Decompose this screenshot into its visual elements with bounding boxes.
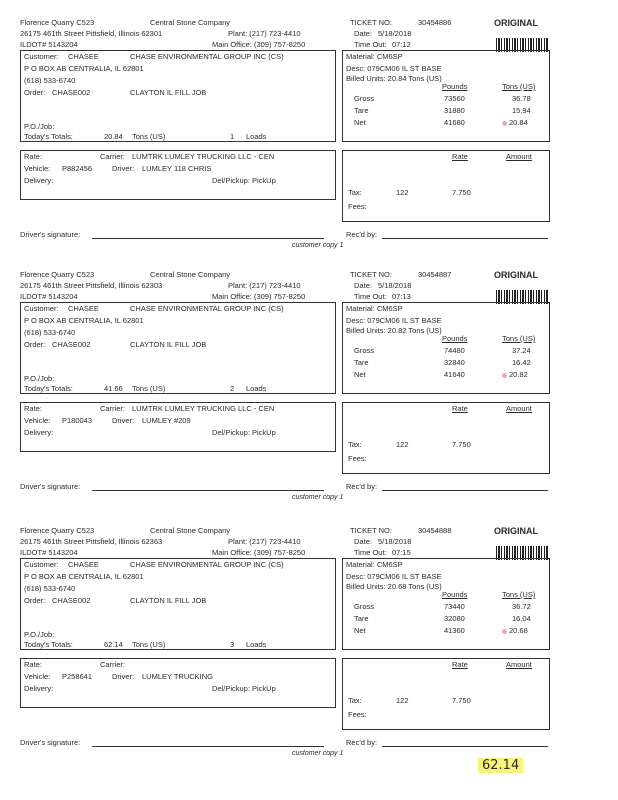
customer-name: CHASE ENVIRONMENTAL GROUP INC (CS) bbox=[130, 560, 284, 569]
rate-column-header: Rate bbox=[452, 404, 468, 413]
job-name: CLAYTON IL FILL JOB bbox=[130, 340, 207, 349]
delivery-label: Delivery: bbox=[24, 684, 54, 693]
ink-mark-icon bbox=[502, 121, 507, 126]
copy-label: customer copy 1 bbox=[292, 750, 344, 757]
tare-pounds: 32840 bbox=[444, 358, 465, 367]
quarry-name: Florence Quarry C523 bbox=[20, 270, 95, 279]
ildot-number: ILDOT# 5143204 bbox=[20, 548, 78, 557]
address: 26175 461th Street Pittsfield, Illinois 62363 bbox=[20, 537, 163, 546]
customer-name: CHASE ENVIRONMENTAL GROUP INC (CS) bbox=[130, 52, 284, 61]
tare-pounds: 32080 bbox=[444, 614, 465, 623]
customer-code: CHASEE bbox=[68, 304, 99, 313]
net-tons bbox=[502, 626, 528, 635]
rate-label: Rate: bbox=[24, 404, 42, 413]
gross-label: Gross bbox=[354, 346, 375, 355]
tare-label: Tare bbox=[354, 106, 369, 115]
todays-tons: 62.14 bbox=[104, 640, 123, 649]
tare-tons: 16.42 bbox=[512, 358, 531, 367]
ticket-number: 30454886 bbox=[418, 18, 452, 27]
date-value: 5/18/2018 bbox=[378, 537, 412, 546]
po-job-label: P.O./Job: bbox=[24, 122, 55, 131]
tax-label: Tax: bbox=[348, 188, 362, 197]
quarry-name: Florence Quarry C523 bbox=[20, 526, 95, 535]
rate-label: Rate: bbox=[24, 152, 42, 161]
tons-header: Tons (US) bbox=[502, 334, 536, 343]
delivery-label: Delivery: bbox=[24, 428, 54, 437]
order-value: CHASE002 bbox=[52, 596, 91, 605]
address: 26175 461th Street Pittsfield, Illinois 62303 bbox=[20, 281, 163, 290]
todays-tons-unit: Tons (US) bbox=[132, 640, 166, 649]
carrier-box bbox=[20, 658, 336, 708]
net-label: Net bbox=[354, 370, 366, 379]
original-label: ORIGINAL bbox=[494, 526, 538, 536]
plant-phone: Plant: (217) 723-4410 bbox=[228, 537, 301, 546]
plant-phone: Plant: (217) 723-4410 bbox=[228, 281, 301, 290]
original-label: ORIGINAL bbox=[494, 18, 538, 28]
vehicle-label: Vehicle: bbox=[24, 416, 51, 425]
gross-pounds: 73440 bbox=[444, 602, 465, 611]
customer-po-box: P O BOX AB CENTRALIA, IL 62801 bbox=[24, 572, 144, 581]
customer-phone: (618) 533-6740 bbox=[24, 584, 76, 593]
todays-tons: 20.84 bbox=[104, 132, 123, 141]
drivers-signature-line bbox=[92, 490, 324, 491]
customer-code: CHASEE bbox=[68, 560, 99, 569]
carrier-value: LUMTRK LUMLEY TRUCKING LLC - CEN bbox=[132, 152, 275, 161]
company-name: Central Stone Company bbox=[150, 270, 231, 279]
gross-tons: 36.78 bbox=[512, 94, 531, 103]
drivers-signature-label: Driver's signature: bbox=[20, 230, 81, 239]
fees-label: Fees: bbox=[348, 454, 367, 463]
loads-count: 3 bbox=[230, 640, 235, 649]
address: 26175 461th Street Pittsfield, Illinois 62301 bbox=[20, 29, 163, 38]
main-office-phone: Main Office: (309) 757-8250 bbox=[212, 40, 306, 49]
ticket-no-label: TICKET NO: bbox=[350, 270, 392, 279]
original-label: ORIGINAL bbox=[494, 270, 538, 280]
tare-tons: 15.94 bbox=[512, 106, 531, 115]
job-name: CLAYTON IL FILL JOB bbox=[130, 596, 207, 605]
net-pounds: 41640 bbox=[444, 370, 465, 379]
rate-label: Rate: bbox=[24, 660, 42, 669]
customer-name: CHASE ENVIRONMENTAL GROUP INC (CS) bbox=[130, 304, 284, 313]
ticket bbox=[20, 524, 550, 757]
company-name: Central Stone Company bbox=[150, 18, 231, 27]
customer-label: Customer: bbox=[24, 304, 59, 313]
net-label: Net bbox=[354, 626, 366, 635]
gross-label: Gross bbox=[354, 94, 375, 103]
material-code: Material: CM6SP bbox=[346, 52, 403, 61]
tare-label: Tare bbox=[354, 358, 369, 367]
customer-phone: (618) 533-6740 bbox=[24, 328, 76, 337]
received-by-line bbox=[382, 746, 548, 747]
customer-phone: (618) 533-6740 bbox=[24, 76, 76, 85]
gross-pounds: 74480 bbox=[444, 346, 465, 355]
delivery-label: Delivery: bbox=[24, 176, 54, 185]
time-out-label: Time Out: bbox=[354, 548, 387, 557]
main-office-phone: Main Office: (309) 757-8250 bbox=[212, 292, 306, 301]
copy-label: customer copy 1 bbox=[292, 242, 344, 249]
order-value: CHASE002 bbox=[52, 340, 91, 349]
gross-tons: 36.72 bbox=[512, 602, 531, 611]
order-value: CHASE002 bbox=[52, 88, 91, 97]
rate-column-header: Rate bbox=[452, 152, 468, 161]
vehicle-label: Vehicle: bbox=[24, 672, 51, 681]
customer-po-box: P O BOX AB CENTRALIA, IL 62801 bbox=[24, 316, 144, 325]
material-desc: Desc: 079CM06 IL ST BASE bbox=[346, 572, 442, 581]
loads-label: Loads bbox=[246, 132, 267, 141]
net-tons bbox=[502, 370, 528, 379]
received-by-label: Rec'd by: bbox=[346, 230, 378, 239]
ildot-number: ILDOT# 5143204 bbox=[20, 40, 78, 49]
driver-value: LUMLEY TRUCKING bbox=[142, 672, 213, 681]
net-tons-value: 20.82 bbox=[509, 370, 528, 379]
carrier-label: Carrier: bbox=[100, 660, 126, 669]
net-pounds: 41680 bbox=[444, 118, 465, 127]
loads-count: 2 bbox=[230, 384, 235, 393]
date-value: 5/18/2018 bbox=[378, 281, 412, 290]
order-label: Order: bbox=[24, 88, 46, 97]
net-tons-value: 20.68 bbox=[509, 626, 528, 635]
tare-pounds: 31880 bbox=[444, 106, 465, 115]
amount-column-header: Amount bbox=[506, 660, 532, 669]
todays-tons: 41.66 bbox=[104, 384, 123, 393]
vehicle-value: P258641 bbox=[62, 672, 93, 681]
driver-value: LUMLEY 118 CHRIS bbox=[142, 164, 212, 173]
material-code: Material: CM6SP bbox=[346, 304, 403, 313]
time-out-label: Time Out: bbox=[354, 40, 387, 49]
drivers-signature-line bbox=[92, 238, 324, 239]
drivers-signature-label: Driver's signature: bbox=[20, 482, 81, 491]
tax-label: Tax: bbox=[348, 440, 362, 449]
gross-tons: 37.24 bbox=[512, 346, 531, 355]
amount-column-header: Amount bbox=[506, 404, 532, 413]
fees-label: Fees: bbox=[348, 202, 367, 211]
quarry-name: Florence Quarry C523 bbox=[20, 18, 95, 27]
ticket-no-label: TICKET NO: bbox=[350, 18, 392, 27]
customer-label: Customer: bbox=[24, 560, 59, 569]
tax-label: Tax: bbox=[348, 696, 362, 705]
billed-units: Billed Units: 20.68 Tons (US) bbox=[346, 582, 442, 591]
todays-tons-unit: Tons (US) bbox=[132, 132, 166, 141]
customer-label: Customer: bbox=[24, 52, 59, 61]
pounds-header: Pounds bbox=[442, 590, 468, 599]
tax-rate: 7.750 bbox=[452, 188, 471, 197]
del-pickup: Del/Pickup: PickUp bbox=[212, 176, 276, 185]
copy-label: customer copy 1 bbox=[292, 494, 344, 501]
driver-label: Driver: bbox=[112, 416, 135, 425]
ticket-number: 30454888 bbox=[418, 526, 452, 535]
ticket bbox=[20, 16, 550, 249]
tare-tons: 16.04 bbox=[512, 614, 531, 623]
drivers-signature-line bbox=[92, 746, 324, 747]
order-label: Order: bbox=[24, 596, 46, 605]
todays-totals-label: Today's Totals: bbox=[24, 640, 73, 649]
material-desc: Desc: 079CM06 IL ST BASE bbox=[346, 64, 442, 73]
time-out-value: 07:13 bbox=[392, 292, 411, 301]
vehicle-value: P882456 bbox=[62, 164, 93, 173]
billed-units: Billed Units: 20.82 Tons (US) bbox=[346, 326, 442, 335]
tons-header: Tons (US) bbox=[502, 82, 536, 91]
ink-mark-icon bbox=[502, 373, 507, 378]
driver-label: Driver: bbox=[112, 164, 135, 173]
carrier-label: Carrier: bbox=[100, 152, 126, 161]
carrier-value: LUMTRK LUMLEY TRUCKING LLC - CEN bbox=[132, 404, 275, 413]
net-tons-value: 20.84 bbox=[509, 118, 528, 127]
po-job-label: P.O./Job: bbox=[24, 630, 55, 639]
ink-mark-icon bbox=[502, 629, 507, 634]
net-label: Net bbox=[354, 118, 366, 127]
billed-units: Billed Units: 20.84 Tons (US) bbox=[346, 74, 442, 83]
carrier-label: Carrier: bbox=[100, 404, 126, 413]
tax-code: 122 bbox=[396, 440, 409, 449]
loads-label: Loads bbox=[246, 640, 267, 649]
rate-column-header: Rate bbox=[452, 660, 468, 669]
company-name: Central Stone Company bbox=[150, 526, 231, 535]
ticket bbox=[20, 268, 550, 501]
driver-label: Driver: bbox=[112, 672, 135, 681]
date-label: Date: bbox=[354, 537, 372, 546]
main-office-phone: Main Office: (309) 757-8250 bbox=[212, 548, 306, 557]
todays-totals-label: Today's Totals: bbox=[24, 384, 73, 393]
plant-phone: Plant: (217) 723-4410 bbox=[228, 29, 301, 38]
order-label: Order: bbox=[24, 340, 46, 349]
tax-code: 122 bbox=[396, 696, 409, 705]
tax-rate: 7.750 bbox=[452, 696, 471, 705]
date-value: 5/18/2018 bbox=[378, 29, 412, 38]
tax-code: 122 bbox=[396, 188, 409, 197]
vehicle-value: P180043 bbox=[62, 416, 93, 425]
vehicle-label: Vehicle: bbox=[24, 164, 51, 173]
fees-label: Fees: bbox=[348, 710, 367, 719]
driver-value: LUMLEY #209 bbox=[142, 416, 191, 425]
ticket-number: 30454887 bbox=[418, 270, 452, 279]
pounds-header: Pounds bbox=[442, 82, 468, 91]
loads-count: 1 bbox=[230, 132, 235, 141]
po-job-label: P.O./Job: bbox=[24, 374, 55, 383]
handwritten-note: 62.14 bbox=[478, 758, 523, 773]
del-pickup: Del/Pickup: PickUp bbox=[212, 428, 276, 437]
tons-header: Tons (US) bbox=[502, 590, 536, 599]
tare-label: Tare bbox=[354, 614, 369, 623]
ildot-number: ILDOT# 5143204 bbox=[20, 292, 78, 301]
date-label: Date: bbox=[354, 29, 372, 38]
material-desc: Desc: 079CM06 IL ST BASE bbox=[346, 316, 442, 325]
pounds-header: Pounds bbox=[442, 334, 468, 343]
job-name: CLAYTON IL FILL JOB bbox=[130, 88, 207, 97]
ticket-no-label: TICKET NO: bbox=[350, 526, 392, 535]
received-by-label: Rec'd by: bbox=[346, 738, 378, 747]
material-code: Material: CM6SP bbox=[346, 560, 403, 569]
time-out-value: 07:12 bbox=[392, 40, 411, 49]
tax-rate: 7.750 bbox=[452, 440, 471, 449]
received-by-label: Rec'd by: bbox=[346, 482, 378, 491]
amount-column-header: Amount bbox=[506, 152, 532, 161]
customer-po-box: P O BOX AB CENTRALIA, IL 62801 bbox=[24, 64, 144, 73]
customer-code: CHASEE bbox=[68, 52, 99, 61]
net-tons bbox=[502, 118, 528, 127]
time-out-value: 07:15 bbox=[392, 548, 411, 557]
time-out-label: Time Out: bbox=[354, 292, 387, 301]
date-label: Date: bbox=[354, 281, 372, 290]
todays-totals-label: Today's Totals: bbox=[24, 132, 73, 141]
gross-pounds: 73560 bbox=[444, 94, 465, 103]
received-by-line bbox=[382, 490, 548, 491]
loads-label: Loads bbox=[246, 384, 267, 393]
gross-label: Gross bbox=[354, 602, 375, 611]
del-pickup: Del/Pickup: PickUp bbox=[212, 684, 276, 693]
todays-tons-unit: Tons (US) bbox=[132, 384, 166, 393]
drivers-signature-label: Driver's signature: bbox=[20, 738, 81, 747]
net-pounds: 41360 bbox=[444, 626, 465, 635]
received-by-line bbox=[382, 238, 548, 239]
